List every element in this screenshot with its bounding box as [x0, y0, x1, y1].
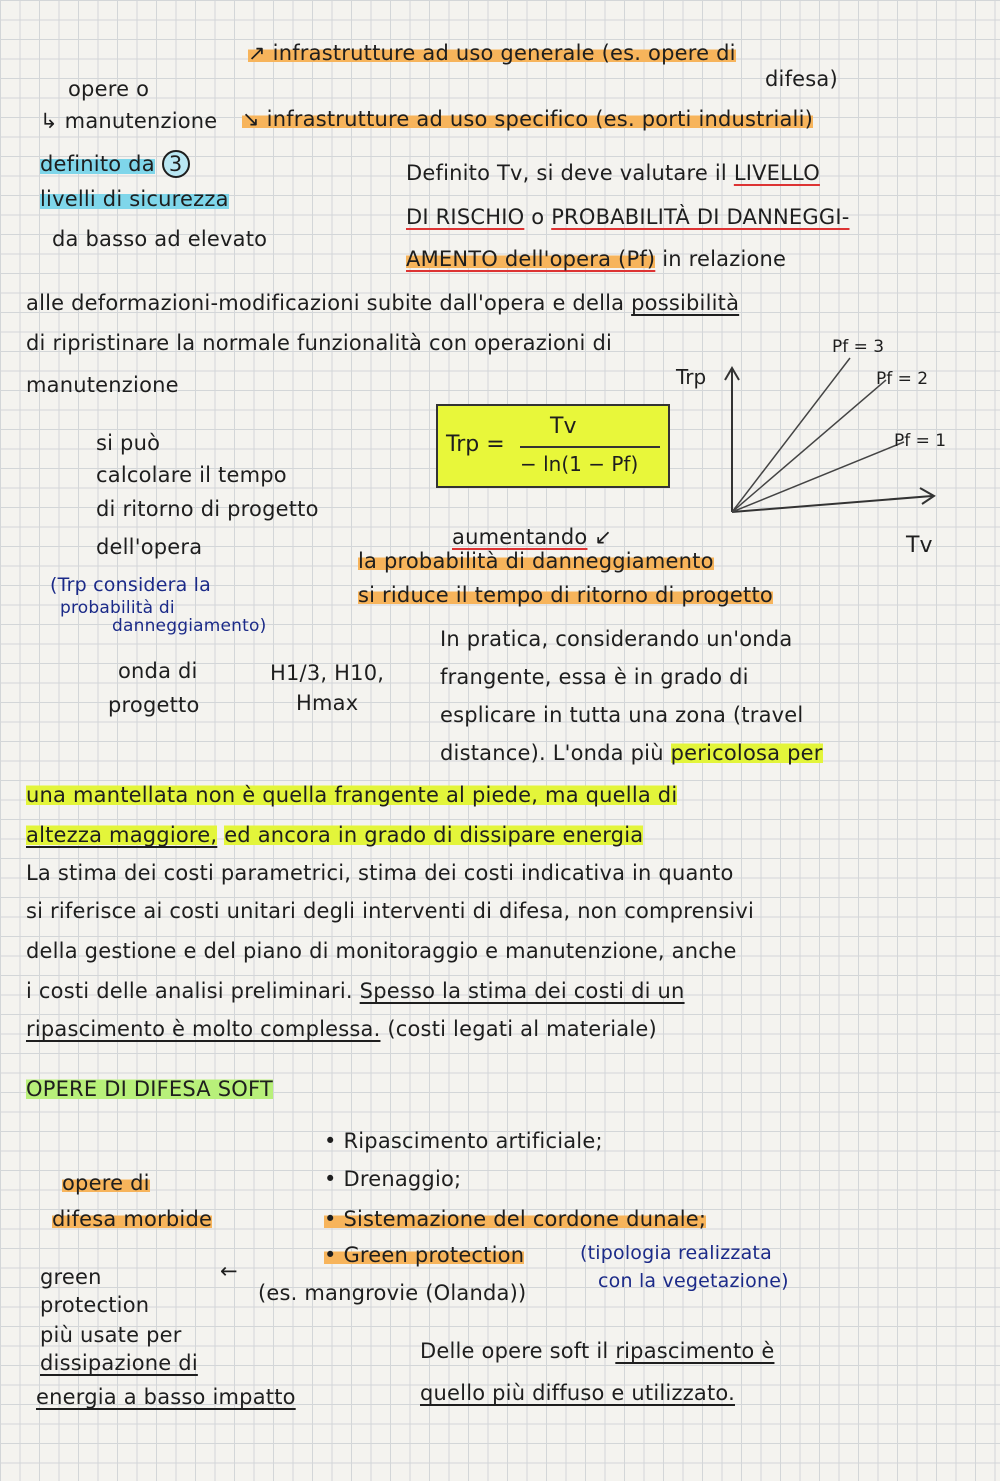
formula-denominator: − ln(1 − Pf): [520, 452, 639, 476]
note-line-basso-elevato: da basso ad elevato: [52, 227, 268, 251]
spesso-text: Spesso la stima dei costi di un: [359, 979, 685, 1003]
note-line-delle-opere: [420, 1338, 774, 1364]
note-line-distance: [440, 740, 823, 766]
distance-text: distance). L'onda più: [440, 741, 664, 765]
note-line-amento: [406, 246, 786, 272]
graph-line-pf3: [732, 358, 850, 512]
pericolosa-text: pericolosa per: [670, 741, 823, 765]
note-line-analisi: [26, 978, 685, 1004]
probabilita-dann-text: la probabilità di danneggiamento: [358, 549, 714, 573]
note-line-livelli: [40, 186, 229, 212]
infra-specifico-text: ↘ infrastrutture ad uso specifico (es. porti industriali): [242, 107, 814, 131]
bullet-drenaggio: • Drenaggio;: [324, 1167, 462, 1191]
graph-line-pf1: [732, 442, 904, 512]
note-line-probabilita-di: probabilità di: [60, 598, 175, 618]
dissipazione-text: dissipazione di: [40, 1351, 198, 1375]
graph-y-label: Trp: [676, 365, 707, 389]
note-line-danneggiamento: danneggiamento): [112, 616, 267, 636]
note-line-ritorno: di ritorno di progetto: [96, 497, 319, 521]
dissipare-text: ed ancora in grado di dissipare energia: [224, 823, 644, 847]
bullet-ripascimento: • Ripascimento artificiale;: [324, 1129, 603, 1153]
note-line-energia: [36, 1384, 296, 1410]
arrow-icon: ↙: [594, 525, 613, 549]
note-line-onda-di: onda di: [118, 659, 198, 683]
note-line-ripascimento: [26, 1016, 657, 1042]
note-line-green: [40, 1259, 238, 1290]
note-line-definito-tv: [406, 160, 820, 186]
green-text: green: [40, 1265, 102, 1289]
aumentando-text: aumentando: [452, 525, 588, 549]
ripascimento-e-text: ripascimento è: [615, 1339, 775, 1363]
livello-text: LIVELLO: [733, 161, 820, 185]
arrow-left-icon: ←: [220, 1259, 238, 1283]
graph-x-label: Tv: [906, 533, 933, 558]
note-line-frangente: frangente, essa è in grado di: [440, 665, 749, 689]
altezza-text: altezza maggiore,: [26, 823, 218, 847]
energia-text: energia a basso impatto: [36, 1385, 296, 1409]
note-line-protection: protection: [40, 1293, 150, 1317]
note-line-difesa: difesa): [765, 67, 838, 91]
section-title-opere-soft: [26, 1076, 273, 1102]
note-line-h13: H1/3, H10,: [270, 661, 385, 685]
si-riduce-text: si riduce il tempo di ritorno di progetto: [358, 583, 773, 607]
note-line-infra-generale: [248, 40, 736, 66]
cordone-text: • Sistemazione del cordone dunale;: [324, 1207, 707, 1231]
amento-text: AMENTO dell'opera (Pf): [406, 247, 656, 271]
note-line-opere-di: [62, 1170, 150, 1196]
return-period-graph: [676, 330, 960, 570]
analisi-text: i costi delle analisi preliminari.: [26, 979, 353, 1003]
graph-line-label-pf3: Pf = 3: [832, 337, 885, 357]
piu-diffuso-text: quello più diffuso e utilizzato.: [420, 1381, 735, 1405]
note-line-esplicare: esplicare in tutta una zona (travel: [440, 703, 804, 727]
note-line-si-riduce: [358, 582, 773, 608]
graph-x-axis: [732, 496, 932, 512]
note-line-stima: La stima dei costi parametrici, stima dei costi indicativa in quanto: [26, 861, 734, 885]
livelli-text: livelli di sicurezza: [40, 187, 229, 211]
possibilita-text: possibilità: [631, 291, 740, 315]
definito-tv-text: Definito Tv, si deve valutare il: [406, 161, 727, 185]
note-line-ripristinare: di ripristinare la normale funzionalità con operazioni di: [26, 331, 613, 355]
note-line-in-pratica: In pratica, considerando un'onda: [440, 627, 793, 651]
materiale-text: (costi legati al materiale): [387, 1017, 657, 1041]
note-line-costi-unitari: si riferisce ai costi unitari degli interventi di difesa, non comprensivi: [26, 899, 755, 923]
bullet-cordone: [324, 1206, 706, 1232]
note-line-manutenzione2: manutenzione: [26, 373, 179, 397]
graph-line-label-pf2: Pf = 2: [876, 369, 929, 389]
note-line-piu-diffuso: [420, 1380, 735, 1406]
note-line-hmax: Hmax: [296, 691, 359, 715]
note-line-trp-considera: (Trp considera la: [50, 574, 211, 596]
note-line-difesa-morbide: [52, 1206, 212, 1232]
delle-opere-text: Delle opere soft il: [420, 1339, 609, 1363]
infra-generale-text: ↗ infrastrutture ad uso generale (es. opere di: [248, 41, 736, 65]
formula-numerator: Tv: [550, 414, 577, 439]
graph-line-pf2: [732, 380, 886, 512]
mantellata-text: una mantellata non è quella frangente al piede, ma quella di: [26, 783, 678, 807]
opere-soft-text: OPERE DI DIFESA SOFT: [26, 1077, 273, 1101]
deformazioni-text: alle deformazioni-modificazioni subite dall'opera e della: [26, 291, 625, 315]
note-line-probabilita: [358, 548, 714, 574]
note-line-altezza: [26, 822, 643, 848]
opere-di-text: opere di: [62, 1171, 150, 1195]
note-line-rischio: [406, 204, 850, 230]
note-line-si-puo: si può: [96, 431, 161, 455]
relazione-text: in relazione: [662, 247, 787, 271]
green-protection-note-1: (tipologia realizzata: [580, 1242, 772, 1264]
green-protection-example: (es. mangrovie (Olanda)): [258, 1281, 527, 1305]
note-line-opere: opere o: [68, 77, 150, 101]
green-protection-text: • Green protection: [324, 1243, 525, 1267]
green-protection-note-2: con la vegetazione): [598, 1270, 789, 1292]
o-text: o: [531, 205, 545, 229]
definito-text: definito da: [40, 152, 155, 176]
graph-line-label-pf1: Pf = 1: [894, 431, 947, 451]
note-line-dellopera: dell'opera: [96, 535, 203, 559]
note-line-progetto: progetto: [108, 693, 200, 717]
bullet-green-protection: [324, 1242, 524, 1268]
ripascimento-complessa-text: ripascimento è molto complessa.: [26, 1017, 381, 1041]
note-line-deformazioni: [26, 290, 739, 316]
note-line-gestione: della gestione e del piano di monitoraggio e manutenzione, anche: [26, 939, 737, 963]
formula-fraction-line: [520, 446, 660, 448]
rischio-text: DI RISCHIO: [406, 205, 525, 229]
note-line-piu-usate: più usate per: [40, 1323, 182, 1347]
note-line-infra-specifico: [242, 106, 813, 132]
probabilita-text: PROBABILITÀ DI DANNEGGI-: [551, 205, 850, 229]
formula-box: [436, 404, 670, 488]
difesa-morbide-text: difesa morbide: [52, 1207, 213, 1231]
circled-number: 3: [162, 150, 190, 178]
note-line-dissipazione: [40, 1350, 198, 1376]
formula-lhs: Trp =: [446, 432, 505, 457]
note-line-calcolare: calcolare il tempo: [96, 463, 287, 487]
note-line-manutenzione: ↳ manutenzione: [40, 109, 218, 133]
note-line-definito: [40, 150, 190, 178]
note-line-mantellata: [26, 782, 677, 808]
note-line-aumentando: [452, 524, 612, 550]
